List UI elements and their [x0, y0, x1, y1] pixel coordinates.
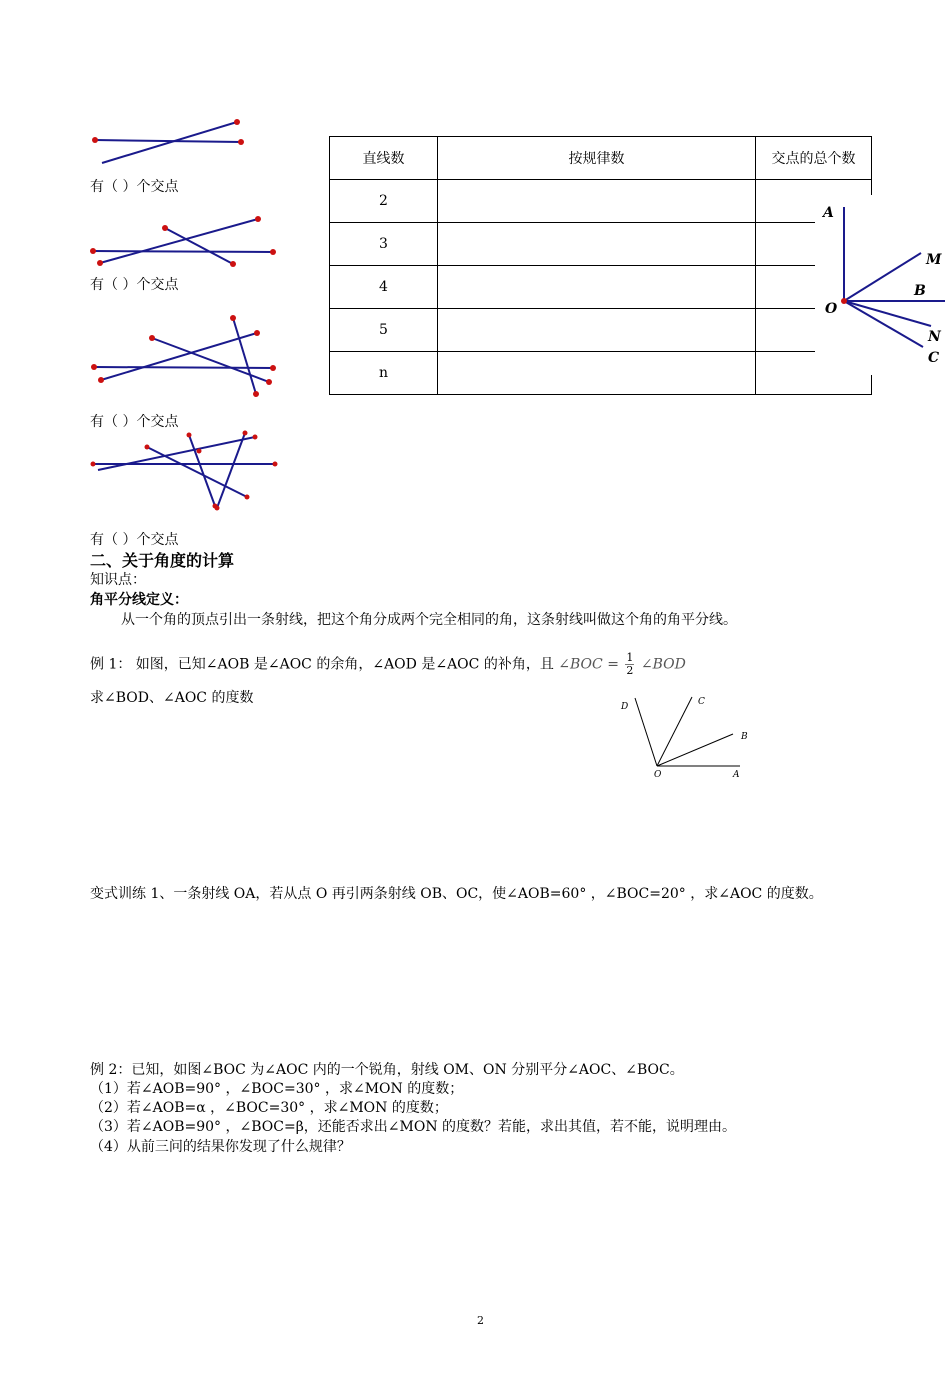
label-O: O	[654, 770, 662, 780]
example1-statement: 例 1： 如图，已知∠AOB 是∠AOC 的余角，∠AOD 是∠AOC 的补角，且	[90, 656, 554, 673]
table-header: 按规律数	[438, 137, 756, 180]
lines-figure-1	[85, 115, 255, 170]
definition-text: 从一个角的顶点引出一条射线，把这个角分成两个完全相同的角，这条射线叫做这个角的角平分线。	[121, 612, 737, 628]
table-row	[330, 223, 872, 266]
label-B: B	[741, 732, 748, 742]
label-N: N	[928, 329, 941, 345]
fraction-half	[625, 652, 634, 677]
page-number: 2	[477, 1314, 484, 1327]
table-cell	[438, 266, 756, 309]
angle-figure-amobnc	[815, 195, 947, 375]
exercise-caption-3: 有（ ）个交点	[90, 414, 179, 430]
example2-intro: 例 2：已知，如图∠BOC 为∠AOC 内的一个锐角，射线 OM、ON 分别平分∠AOC、∠BOC。	[90, 1062, 684, 1078]
label-C: C	[698, 697, 705, 707]
formula-right: ∠BOD	[640, 656, 686, 673]
intersection-table	[329, 136, 872, 395]
table-cell	[438, 352, 756, 395]
fraction-denominator: 2	[626, 664, 634, 677]
table-cell	[438, 180, 756, 223]
table-cell: 2	[330, 180, 438, 223]
table-header: 直线数	[330, 137, 438, 180]
table-row	[330, 180, 872, 223]
section-heading: 二、关于角度的计算	[90, 551, 235, 570]
variant-training-1: 变式训练 1、一条射线 OA，若从点 O 再引两条射线 OB、OC，使∠AOB=60° ，∠BOC=20° ，求∠AOC 的度数。	[90, 886, 823, 902]
label-A: A	[733, 770, 740, 780]
label-M: M	[926, 252, 942, 268]
label-B: B	[914, 283, 926, 299]
angle-figure-dcboa	[615, 690, 755, 780]
example1-question: 求∠BOD、∠AOC 的度数	[90, 690, 254, 706]
table-header: 交点的总个数	[756, 137, 872, 180]
knowledge-label: 知识点：	[90, 572, 146, 588]
table-cell	[438, 223, 756, 266]
formula-left: ∠BOC =	[558, 656, 619, 673]
label-D: D	[621, 702, 629, 712]
table-cell: 3	[330, 223, 438, 266]
lines-figure-3	[85, 310, 285, 400]
exercise-caption-1: 有（ ）个交点	[90, 179, 179, 195]
label-O: O	[825, 301, 838, 317]
table-cell: 5	[330, 309, 438, 352]
table-header-row	[330, 137, 872, 180]
label-C: C	[928, 350, 940, 366]
example1-text	[90, 652, 686, 677]
fraction-numerator: 1	[626, 651, 634, 664]
definition-title: 角平分线定义：	[90, 592, 188, 608]
example2-q4: （4）从前三问的结果你发现了什么规律？	[90, 1139, 351, 1155]
table-cell: 4	[330, 266, 438, 309]
table-row	[330, 352, 872, 395]
example2-q2: （2）若∠AOB=α ，∠BOC=30° ，求∠MON 的度数；	[90, 1100, 448, 1116]
lines-figure-4	[85, 428, 285, 513]
table-row	[330, 309, 872, 352]
table-row	[330, 266, 872, 309]
label-A: A	[823, 205, 834, 221]
lines-figure-2	[85, 210, 285, 275]
table-cell: n	[330, 352, 438, 395]
example2-q1: （1）若∠AOB=90° ，∠BOC=30° ，求∠MON 的度数；	[90, 1081, 464, 1097]
exercise-caption-4: 有（ ）个交点	[90, 532, 179, 548]
table-cell	[438, 309, 756, 352]
example2-q3: （3）若∠AOB=90° ，∠BOC=β，还能否求出∠MON 的度数？若能，求出其值，若不能，说明理由。	[90, 1119, 737, 1135]
exercise-caption-2: 有（ ）个交点	[90, 277, 179, 293]
